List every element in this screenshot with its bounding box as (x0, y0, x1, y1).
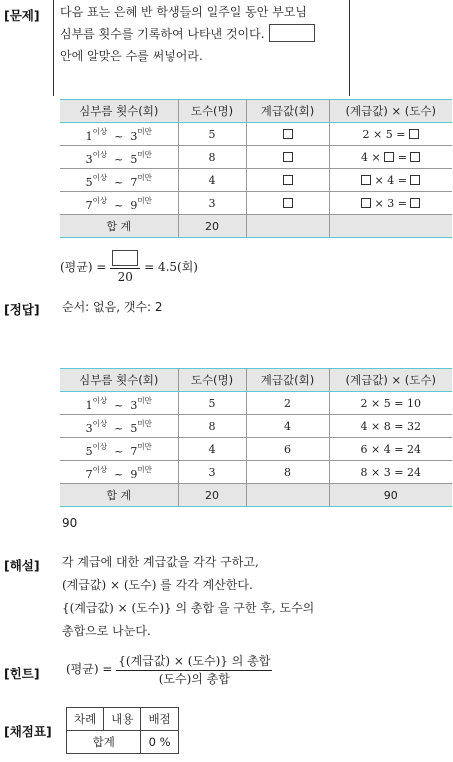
product-cell: 6 × 4 = 24 (329, 438, 452, 461)
header-frequency: 도수(명) (178, 100, 246, 123)
range-cell: $5^{이상}$ ~ $7^{미만}$ (60, 438, 178, 461)
header-class-value: 계급값(회) (246, 100, 329, 123)
frequency-cell: 3 (178, 461, 246, 484)
total-frequency: 20 (178, 215, 246, 238)
product-cell: × 3 = (329, 192, 452, 215)
total-class-value (246, 215, 329, 238)
range-cell: $3^{이상}$ ~ $5^{미만}$ (60, 415, 178, 438)
class-value-blank[interactable] (246, 146, 329, 169)
scoring-header-content: 내용 (104, 708, 141, 731)
mean-lhs: (평균) = (60, 260, 107, 274)
range-cell: $3^{이상}$ ~ $5^{미만}$ (60, 146, 178, 169)
product-blank[interactable] (410, 152, 420, 162)
range-cell: $1^{이상}$ ~ $3^{미만}$ (60, 123, 178, 146)
product-blank[interactable] (361, 198, 371, 208)
answer-frequency-table (60, 368, 452, 507)
product-cell: 2 × 5 = (329, 123, 452, 146)
range-cell: $1^{이상}$ ~ $3^{미만}$ (60, 392, 178, 415)
scoring-total-label: 합계 (67, 731, 141, 754)
product-blank[interactable] (409, 129, 419, 139)
explanation-text (62, 551, 314, 643)
hint-formula (66, 652, 272, 687)
scoring-header-order: 차례 (67, 708, 104, 731)
table-row (60, 169, 452, 192)
mean-formula (60, 250, 198, 285)
total-product-empty (329, 215, 452, 238)
header-product: (계급값) × (도수) (329, 369, 452, 392)
class-value-cell: 8 (246, 461, 329, 484)
explanation-line-1: 각 계급에 대한 계급값을 각각 구하고, (62, 555, 259, 569)
class-value-blank[interactable] (246, 192, 329, 215)
frequency-cell: 8 (178, 415, 246, 438)
product-cell: × 4 = (329, 169, 452, 192)
problem-line-3: 안에 알맞은 수를 써넣어라. (60, 49, 203, 63)
explanation-label: [해설] (4, 558, 40, 573)
total-label: 합 계 (60, 484, 178, 507)
total-product: 90 (329, 484, 452, 507)
explanation-line-3: {(계급값) × (도수)} 의 총합 을 구한 후, 도수의 (62, 601, 315, 615)
scoring-header-points: 배점 (141, 708, 178, 731)
product-cell: 4 × 8 = 32 (329, 415, 452, 438)
table-row (60, 438, 452, 461)
table-row (60, 192, 452, 215)
table-header-row (60, 369, 452, 392)
product-blank[interactable] (384, 152, 394, 162)
total-class-value (246, 484, 329, 507)
table-row (60, 146, 452, 169)
mean-denominator: 20 (117, 270, 133, 284)
answer-blank-box[interactable] (269, 24, 315, 42)
answer-value: 90 (62, 516, 78, 530)
scoring-label: [채점표] (4, 724, 52, 739)
range-cell: $5^{이상}$ ~ $7^{미만}$ (60, 169, 178, 192)
scoring-header-row (67, 708, 179, 731)
table-header-row (60, 100, 452, 123)
class-value-cell: 2 (246, 392, 329, 415)
frequency-cell: 8 (178, 146, 246, 169)
frequency-cell: 5 (178, 123, 246, 146)
range-cell: $7^{이상}$ ~ $9^{미만}$ (60, 461, 178, 484)
answer-label: [정답] (4, 302, 40, 317)
problem-line-2-wrap (60, 23, 350, 45)
product-cell: 4 × = (329, 146, 452, 169)
hint-fraction (116, 652, 272, 687)
product-cell: 2 × 5 = 10 (329, 392, 452, 415)
frequency-cell: 3 (178, 192, 246, 215)
scoring-total-score: 0 % (141, 731, 178, 754)
hint-denominator: (도수)의 총합 (158, 672, 230, 686)
problem-label: [문제] (4, 8, 40, 23)
frequency-cell: 4 (178, 169, 246, 192)
total-frequency: 20 (178, 484, 246, 507)
header-product: (계급값) × (도수) (329, 100, 452, 123)
total-row (60, 215, 452, 238)
hint-lhs: (평균) = (66, 662, 113, 676)
problem-line-2: 심부름 횟수를 기록하여 나타낸 것이다. (60, 27, 265, 41)
total-label: 합 계 (60, 215, 178, 238)
class-value-blank[interactable] (246, 169, 329, 192)
table-row (60, 392, 452, 415)
answer-text: 순서: 없음, 갯수: 2 (62, 300, 163, 314)
product-blank[interactable] (410, 175, 420, 185)
header-frequency: 도수(명) (178, 369, 246, 392)
table-row (60, 123, 452, 146)
mean-fraction (110, 250, 140, 285)
table-row (60, 415, 452, 438)
class-value-blank[interactable] (246, 123, 329, 146)
problem-frequency-table (60, 99, 452, 238)
class-value-cell: 6 (246, 438, 329, 461)
frequency-cell: 5 (178, 392, 246, 415)
product-blank[interactable] (361, 175, 371, 185)
frequency-cell: 4 (178, 438, 246, 461)
header-count: 심부름 횟수(회) (60, 100, 178, 123)
table-row (60, 461, 452, 484)
product-blank[interactable] (410, 198, 420, 208)
total-row (60, 484, 452, 507)
hint-label: [힌트] (4, 666, 40, 681)
product-cell: 8 × 3 = 24 (329, 461, 452, 484)
problem-frame-left (53, 0, 54, 96)
mean-rhs: = 4.5(회) (144, 260, 198, 274)
range-cell: $7^{이상}$ ~ $9^{미만}$ (60, 192, 178, 215)
problem-text (60, 1, 350, 67)
header-count: 심부름 횟수(회) (60, 369, 178, 392)
problem-line-1: 다음 표는 은혜 반 학생들의 일주일 동안 부모님 (60, 5, 307, 19)
explanation-line-4: 총합으로 나눈다. (62, 624, 151, 638)
header-class-value: 계급값(회) (246, 369, 329, 392)
class-value-cell: 4 (246, 415, 329, 438)
mean-numerator-blank[interactable] (110, 250, 140, 269)
explanation-line-2: (계급값) × (도수) 를 각각 계산한다. (62, 578, 253, 592)
hint-numerator: {(계급값) × (도수)} 의 총합 (116, 652, 272, 671)
scoring-table (66, 707, 179, 754)
scoring-total-row (67, 731, 179, 754)
